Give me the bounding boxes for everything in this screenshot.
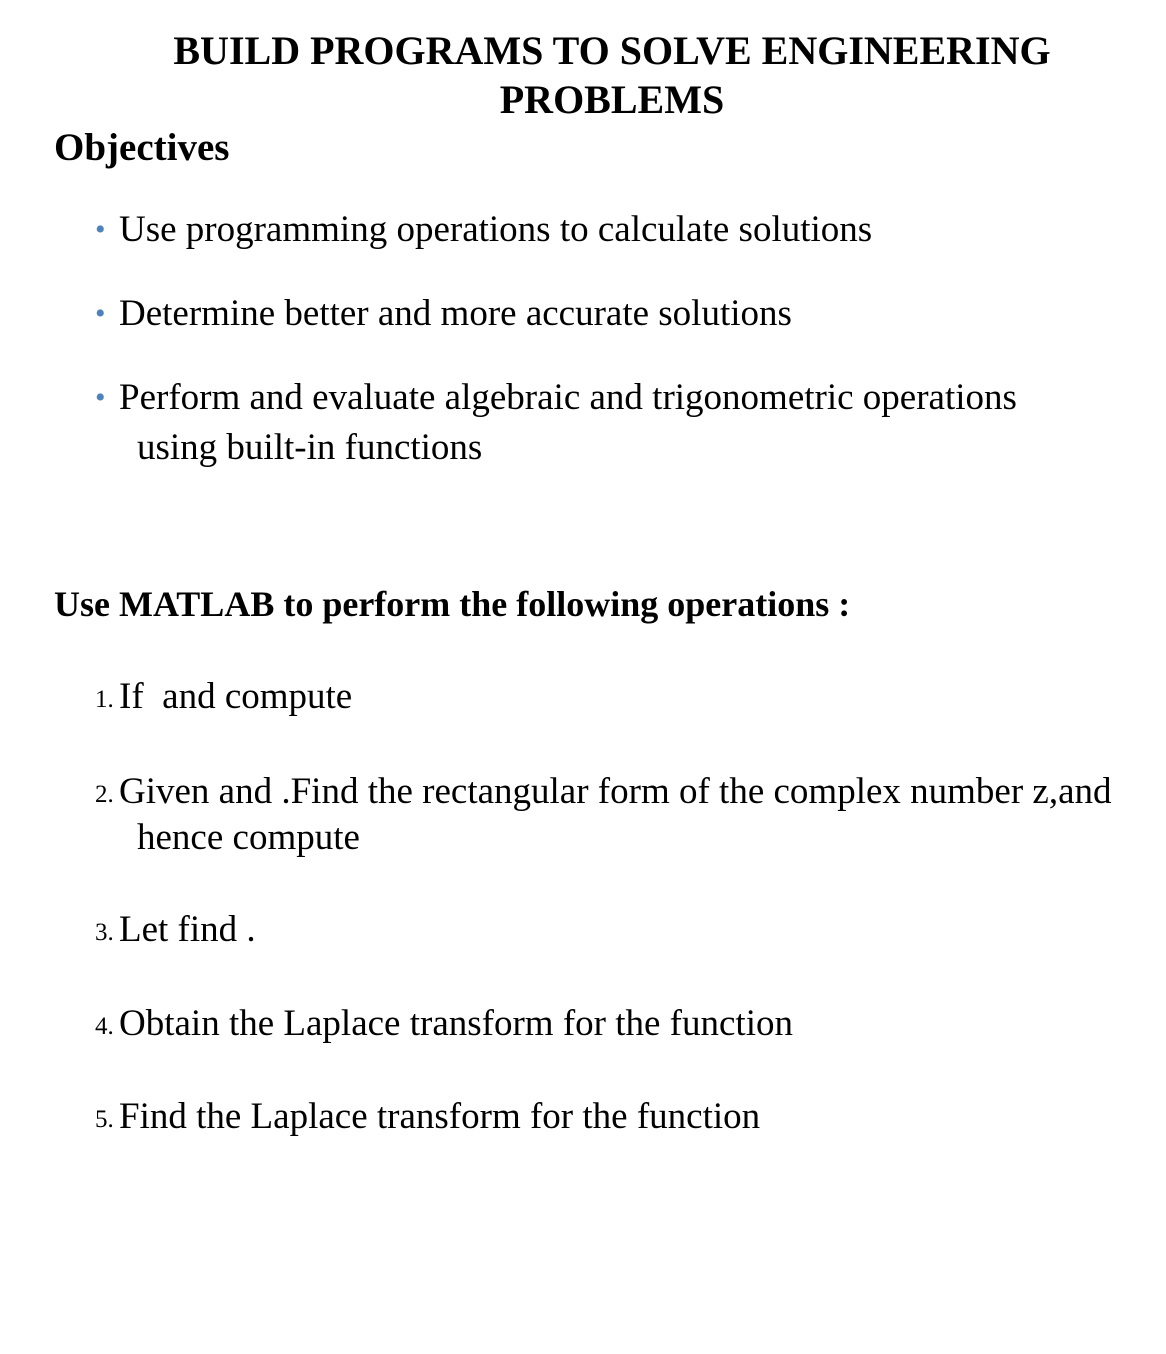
objective-item-3 [95, 373, 1017, 473]
item-number: 3. [95, 919, 114, 946]
operation-text: Find the Laplace transform for the function [119, 1096, 761, 1137]
operation-item-3 [95, 905, 256, 958]
bullet-icon: • [95, 381, 106, 414]
item-number: 1. [95, 686, 114, 713]
objective-text: Perform and evaluate algebraic and trigonometric operations [119, 377, 1017, 418]
operations-heading: Use MATLAB to perform the following operations : [54, 584, 851, 624]
operation-item-5 [95, 1092, 760, 1145]
page-title: BUILD PROGRAMS TO SOLVE ENGINEERING PROBLEMS [173, 28, 1051, 122]
bullet-icon: • [95, 213, 106, 246]
operation-text: Given and .Find the rectangular form of the complex number z,and [119, 771, 1112, 812]
objective-text: Determine better and more accurate solutions [119, 293, 792, 334]
bullet-icon: • [95, 297, 106, 330]
item-number: 4. [95, 1013, 114, 1040]
objective-text-continuation: using built-in functions [137, 427, 483, 468]
operation-item-2 [95, 767, 1112, 863]
item-number: 2. [95, 781, 114, 808]
objective-text: Use programming operations to calculate solutions [119, 209, 873, 250]
operation-text: If and compute [119, 676, 353, 717]
operation-text-continuation: hence compute [137, 817, 360, 858]
objective-item-1 [95, 205, 872, 255]
objectives-heading: Objectives [54, 126, 230, 169]
item-number: 5. [95, 1106, 114, 1133]
operation-text: Let find . [119, 909, 256, 950]
operation-text: Obtain the Laplace transform for the function [119, 1003, 793, 1044]
operation-item-4 [95, 999, 793, 1052]
operation-item-1 [95, 672, 352, 725]
objective-item-2 [95, 289, 792, 339]
